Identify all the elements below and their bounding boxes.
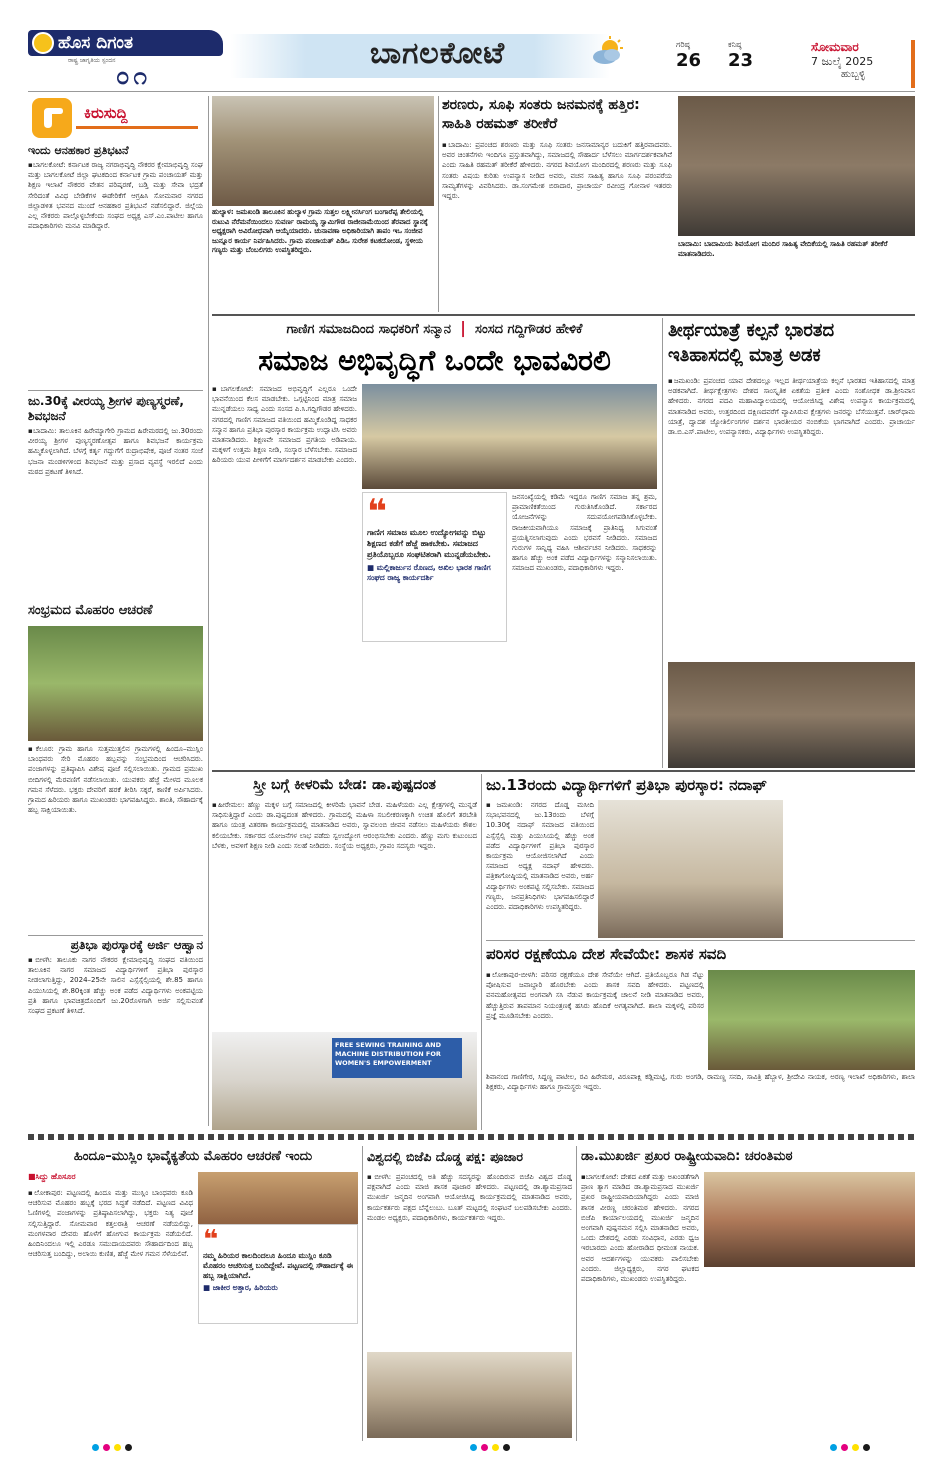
registration-dot (492, 1444, 499, 1451)
moharram-quote: ನಮ್ಮ ಹಿರಿಯರ ಕಾಲದಿಂದಲೂ ಹಿಂದೂ ಮುಸ್ಲಿಂ ಕೂಡಿ ಮೊಹರಂ ಆಚರಿಸುತ್ತ ಬಂದಿದ್ದೇವೆ. ಪಟ್ಟಣದಲ್ಲಿ ಸೌಹಾರ್ದಕ್ಕೆ ಈ ಹಬ್ಬ ಸಾಕ್ಷಿಯಾಗಿದೆ. (203, 1251, 353, 1280)
mukherjee-body: ▪ಬಾಗಲಕೋಟೆ: ದೇಶದ ಏಕತೆ ಮತ್ತು ಅಖಂಡತೆಗಾಗಿ ಪ್ರಾಣ ತ್ಯಾಗ ಮಾಡಿದ ಡಾ.ಶ್ಯಾಮಪ್ರಸಾದ ಮುಖರ್ಜಿ ಪ್ರಖರ ರಾಷ್ಟ್ರೀಯವಾದಿಯಾಗಿದ್ದರು ಎಂದು ಮಾಜಿ ಶಾಸಕ ವೀರಣ್ಣ ಚರಂತಿಮಠ ಹೇಳಿದರು. ನಗರದ ಬಿಜೆಪಿ ಕಾರ್ಯಾಲಯದಲ್ಲಿ ಮುಖರ್ಜಿ ಜನ್ಮದಿನ ಅಂಗವಾಗಿ ಪುಷ್ಪನಮನ ಸಲ್ಲಿಸಿ ಮಾತನಾಡಿದ ಅವರು, ಒಂದು ದೇಶದಲ್ಲಿ ಎರಡು ಸಂವಿಧಾನ, ಎರಡು ಧ್ವಜ ಇರಬಾರದು ಎಂದು ಹೋರಾಡಿದ ಧೀಮಂತ ನಾಯಕ. ಅವರ ಆದರ್ಶಗಳನ್ನು ಯುವಕರು ಪಾಲಿಸಬೇಕು ಎಂದರು. ಜಿಲ್ಲಾಧ್ಯಕ್ಷರು, ನಗರ ಘಟಕದ ಪದಾಧಿಕಾರಿಗಳು, ಮುಖಂಡರು ಉಪಸ್ಥಿತರಿದ್ದರು. (581, 1173, 699, 1284)
talent-body: ▪ಜಮಖಂಡಿ: ನಗರದ ದೊಡ್ಡ ಮಸೀದಿ ಸಭಾಭವನದಲ್ಲಿ ಜು.13ರಂದು ಬೆಳಗ್ಗೆ 10.30ಕ್ಕೆ ನದಾಫ್ ಸಮಾಜದ ವತಿಯಿಂದ ಎಸ್ಸೆಸ್ಸೆಲ್ಸಿ ಮತ್ತು ಪಿಯುಸಿಯಲ್ಲಿ ಹೆಚ್ಚು ಅಂಕ ಪಡೆದ ವಿದ್ಯಾರ್ಥಿಗಳಿಗೆ ಪ್ರತಿಭಾ ಪುರಸ್ಕಾರ ಕಾರ್ಯಕ್ರಮ ಆಯೋಜಿಸಲಾಗಿದೆ ಎಂದು ಸಮಾಜದ ಅಧ್ಯಕ್ಷ ನದಾಫ್ ಹೇಳಿದರು. ಪತ್ರಿಕಾಗೋಷ್ಠಿಯಲ್ಲಿ ಮಾತನಾಡಿದ ಅವರು, ಅರ್ಹ ವಿದ್ಯಾರ್ಥಿಗಳು ಅಂಕಪಟ್ಟಿ ಸಲ್ಲಿಸಬೇಕು. ಸಮಾಜದ ಗಣ್ಯರು, ಜನಪ್ರತಿನಿಧಿಗಳು ಭಾಗವಹಿಸಲಿದ್ದಾರೆ ಎಂದರು. ಪದಾಧಿಕಾರಿಗಳು ಉಪಸ್ಥಿತರಿದ್ದರು. (486, 801, 594, 912)
tree-planting-photo (708, 970, 915, 1070)
registration-dot (92, 1444, 99, 1451)
environment-body: ▪ಲೋಕಾಪುರ-ಬೀಳಗಿ: ಪರಿಸರ ರಕ್ಷಣೆಯೂ ದೇಶ ಸೇವೆಯೇ ಆಗಿದೆ. ಪ್ರತಿಯೊಬ್ಬರೂ ಗಿಡ ನೆಟ್ಟು ಪೋಷಿಸುವ ಜವಾಬ್ದಾರಿ ಹೊರಬೇಕು ಎಂದು ಶಾಸಕ ಸವದಿ ಹೇಳಿದರು. ಪಟ್ಟಣದಲ್ಲಿ ವನಮಹೋತ್ಸವದ ಅಂಗವಾಗಿ ಸಸಿ ನೆಡುವ ಕಾರ್ಯಕ್ರಮಕ್ಕೆ ಚಾಲನೆ ನೀಡಿ ಮಾತನಾಡಿದ ಅವರು, ಹೆಚ್ಚುತ್ತಿರುವ ತಾಪಮಾನ ನಿಯಂತ್ರಣಕ್ಕೆ ಹಸಿರು ಹೊದಿಕೆ ಅಗತ್ಯವಾಗಿದೆ. ಶಾಲಾ ಮಕ್ಕಳಲ್ಲಿ ಪರಿಸರ ಪ್ರಜ್ಞೆ ಮೂಡಿಸಬೇಕು ಎಂದರು. (486, 971, 704, 1020)
edition-title: ಬಾಗಲಕೋಟೆ (370, 36, 506, 71)
brief-story-4 (28, 938, 203, 1123)
seminar-photo (678, 96, 915, 236)
environment-caption: ಶಿವಾನಂದ ಗಾಣಿಗೇರ, ಸಿದ್ದಣ್ಣ ಪಾಟೀಲ, ರವಿ ಹಿರೇಮಠ, ವಿರೂಪಾಕ್ಷಿ ಕಡ್ಲಿಮಟ್ಟಿ, ಗುರು ಅಂಗಡಿ, ರಾಮಣ್ಣ ಸನದಿ, ಸಾವಿತ್ರಿ ಹೆಬ್ಬಾಳ, ಶ್ರೀದೇವಿ ನಾಯಕ, ಅರಣ್ಯ ಇಲಾಖೆ ಅಧಿಕಾರಿಗಳು, ಶಾಲಾ ಶಿಕ್ಷಕರು, ವಿದ್ಯಾರ್ಥಿಗಳು ಹಾಗೂ ಗ್ರಾಮಸ್ಥರು ಇದ್ದರು. (486, 1073, 915, 1092)
photo-banner-text: FREE SEWING TRAINING AND MACHINE DISTRIBUTION FOR WOMEN'S EMPOWERMENT (332, 1038, 462, 1078)
weekday: ಸೋಮವಾರ (811, 40, 859, 54)
registration-dot (103, 1444, 110, 1451)
women-headline-box (212, 774, 477, 798)
brief-4-body: ▪ಬೀಳಗಿ: ತಾಲೂಕು ನಾಗರ ನೌಕರರ ಕ್ಷೇಮಾಭಿವೃದ್ಧಿ ಸಂಘದ ವತಿಯಿಂದ ತಾಲೂಕಿನ ನಾಗರ ಸಮಾಜದ ವಿದ್ಯಾರ್ಥಿಗಳಿಗೆ ಪ್ರತಿಭಾ ಪುರಸ್ಕಾರ ನೀಡಲಾಗುತ್ತಿದ್ದು, 2024–25ನೇ ಸಾಲಿನ ಎಸ್ಸೆಸ್ಸೆಲ್ಸಿಯಲ್ಲಿ ಶೇ.85 ಹಾಗೂ ಪಿಯುಸಿಯಲ್ಲಿ ಶೇ.80ಕ್ಕಿಂತ ಹೆಚ್ಚು ಅಂಕ ಪಡೆದ ವಿದ್ಯಾರ್ಥಿಗಳು ಅಂಕಪಟ್ಟಿಯ ಪ್ರತಿ ಹಾಗೂ ಭಾವಚಿತ್ರದೊಂದಿಗೆ ಜು.20ರೊಳಗಾಗಿ ಅರ್ಜಿ ಸಲ್ಲಿಸುವಂತೆ ಸಂಘದ ಪ್ರಕಟಣೆ ತಿಳಿಸಿದೆ. (28, 956, 203, 1016)
brief-1-headline: ಇಂದು ಆನಹಕಾರ ಪ್ರತಿಭಟನೆ (28, 144, 129, 157)
bjp-story (367, 1172, 572, 1350)
sun-cloud-icon (590, 36, 626, 66)
temp-max: ಗರಿಷ್ಠ 26 (676, 40, 702, 71)
masthead (0, 0, 945, 90)
logo-text: ಹೊಸ ದಿಗಂತ (58, 33, 133, 53)
press-meet-photo (598, 800, 783, 938)
registration-dot (852, 1444, 859, 1451)
lead-kicker: ಗಾಣಿಗ ಸಮಾಜದಿಂದ ಸಾಧಕರಿಗೆ ಸನ್ಮಾನ | ಸಂಸದ ಗದ್ದಿಗೌಡರ ಹೇಳಿಕೆ (286, 318, 583, 337)
registration-dot (470, 1444, 477, 1451)
moharram-quote-author: ■ ಜಾಕೀರ ಅತ್ತಾರ, ಹಿರಿಯರು (203, 1283, 278, 1292)
sewing-event-photo (212, 1032, 477, 1130)
environment-headline-box (486, 942, 915, 968)
lead-kicker-right: ಸಂಸದ ಗದ್ದಿಗೌಡರ ಹೇಳಿಕೆ (475, 322, 583, 337)
talent-headline-box (486, 774, 915, 798)
registration-dots-right (830, 1444, 890, 1454)
lead-kicker-left: ಗಾಣಿಗ ಸಮಾಜದಿಂದ ಸಾಧಕರಿಗೆ ಸನ್ಮಾನ (286, 322, 452, 337)
brief-story-3 (28, 744, 203, 934)
moharram-headline: ಹಿಂದೂ–ಮುಸ್ಲಿಂ ಭಾವೈಕ್ಯತೆಯ ಮೊಹರಂ ಆಚರಣೆ ಇಂದು (73, 1149, 313, 1164)
registration-dot (125, 1444, 132, 1451)
logo-emblem-icon (32, 32, 54, 54)
panchayat-caption: ಹುಲ್ಯಾಳ: ಜಮಖಂಡಿ ತಾಲೂಕಿನ ಹುಲ್ಯಾಳ ಗ್ರಾಮ ಸುತ್ತಲ ಲಕ್ಷ್ಮೀನರ್ಸಿಂಗ ಬಂಗಾರೆಪ್ಪ ತೇಲಿಯಲ್ಲಿ ರುಟುವಿ ನೆರೆಮನೆಯಿಂದಲು ಸುವರ್ಣ ರಾಮಯ್ಯ ಸ್ವಾಮಿಗೌಡ ರಾಜೀನಾಮೆಯಿಂದ ತೆರವಾದ ಸ್ಥಾನಕ್ಕೆ ಅಧ್ಯಕ್ಷರಾಗಿ ಅವಿರೋಧವಾಗಿ ಆಯ್ಕೆಯಾದರು. ಚುನಾವಣಾ ಅಧಿಕಾರಿಯಾಗಿ ತಾಪಂ ಇಒ ಸಂಜೀವ ಜುನ್ನೂರ ಕಾರ್ಯ ನಿರ್ವಹಿಸಿದರು. ಗ್ರಾಮ ಪಂಚಾಯತ್ ಪಿಡಿಒ ಸುರೇಶ ಕಟಕದೋಂಡ, ಸ್ಥಳೀಯ ಗಣ್ಯರು ಮತ್ತು ಬೆಂಬಲಿಗರು ಉಪಸ್ಥಿತರಿದ್ದರು. (212, 208, 428, 255)
brief-story-3-header (28, 602, 203, 624)
masthead-divider (28, 91, 915, 92)
registration-dot (863, 1444, 870, 1451)
lead-quote: ಗಾಣಿಗ ಸಮಾಜ ಮೂಲ ಉದ್ಯೋಗವನ್ನು ಬಿಟ್ಟು ಶಿಕ್ಷಣದ ಕಡೆಗೆ ಹೆಜ್ಜೆ ಹಾಕಬೇಕು. ಸಮಾಜದ ಪ್ರತಿಯೊಬ್ಬರೂ ಸಂಘಟಿತರಾಗಿ ಮುನ್ನಡೆಯಬೇಕು. (367, 528, 491, 559)
moharram-headline-box (28, 1146, 358, 1170)
newspaper-logo (28, 30, 223, 88)
section-separator (28, 1134, 915, 1140)
brief-3-body: ▪ಕೆಲೂರ: ಗ್ರಾಮ ಹಾಗೂ ಸುತ್ತಮುತ್ತಲಿನ ಗ್ರಾಮಗಳಲ್ಲಿ ಹಿಂದೂ–ಮುಸ್ಲಿಂ ಬಾಂಧವರು ಸೇರಿ ಮೊಹರಂ ಹಬ್ಬವನ್ನು ಸಂಭ್ರಮದಿಂದ ಆಚರಿಸಿದರು. ಪಂಜಾಗಳನ್ನು ಪ್ರತಿಷ್ಠಾಪಿಸಿ ವಿಶೇಷ ಪೂಜೆ ಸಲ್ಲಿಸಲಾಯಿತು. ಗ್ರಾಮದ ಪ್ರಮುಖ ಬೀದಿಗಳಲ್ಲಿ ಮೆರವಣಿಗೆ ನಡೆಸಲಾಯಿತು. ಯುವಕರು ಹೆಜ್ಜೆ ಮೇಳದ ಮೂಲಕ ಗಮನ ಸೆಳೆದರು. ಭಕ್ತರು ದೇವರಿಗೆ ಹರಕೆ ತೀರಿಸಿ ಸಕ್ಕರೆ, ಕಾಣಿಕೆ ಅರ್ಪಿಸಿದರು. ಗ್ರಾಮದ ಹಿರಿಯರು ಹಾಗೂ ಮುಖಂಡರು ಭಾಗವಹಿಸಿದ್ದರು. ಶಾಂತಿ, ಸೌಹಾರ್ದಕ್ಕೆ ಹಬ್ಬ ಸಾಕ್ಷಿಯಾಯಿತು. (28, 745, 203, 815)
brief-2-headline: ಜು.30ಕ್ಕೆ ವೀರಯ್ಯ ಶ್ರೀಗಳ ಪುಣ್ಯಸ್ಮರಣೆ, ಶಿವಭಜನೆ (28, 394, 184, 423)
lead-quote-author: ■ ಮಲ್ಲಿಕಾರ್ಜುನ ರೊಣದ, ಅಖಿಲ ಭಾರತ ಗಾಣಿಗ ಸಂಘದ ರಾಜ್ಯ ಕಾರ್ಯದರ್ಶಿ (367, 563, 491, 582)
environment-headline: ಪರಿಸರ ರಕ್ಷಣೆಯೂ ದೇಶ ಸೇವೆಯೇ: ಶಾಸಕ ಸವದಿ (486, 945, 727, 963)
briefs-title: ಕಿರುಸುದ್ದಿ (84, 104, 128, 122)
quote-mark-icon: ❝ (367, 492, 387, 532)
lead-body-left: ▪ಬಾಗಲಕೋಟೆ: ಸಮಾಜದ ಅಭಿವೃದ್ಧಿಗೆ ಎಲ್ಲರೂ ಒಂದೇ ಭಾವನೆಯಿಂದ ಕೆಲಸ ಮಾಡಬೇಕು. ಒಗ್ಗಟ್ಟಿನಿಂದ ಮಾತ್ರ ಸಮಾಜ ಮುನ್ನಡೆಯಲು ಸಾಧ್ಯ ಎಂದು ಸಂಸದ ಪಿ.ಸಿ.ಗದ್ದಿಗೌಡರ ಹೇಳಿದರು. ನಗರದಲ್ಲಿ ಗಾಣಿಗ ಸಮಾಜದ ವತಿಯಿಂದ ಹಮ್ಮಿಕೊಂಡಿದ್ದ ಸಾಧಕರ ಸನ್ಮಾನ ಹಾಗೂ ಪ್ರತಿಭಾ ಪುರಸ್ಕಾರ ಕಾರ್ಯಕ್ರಮ ಉದ್ಘಾಟಿಸಿ ಅವರು ಮಾತನಾಡಿದರು. ಶಿಕ್ಷಣವೇ ಸಮಾಜದ ಪ್ರಗತಿಯ ಅಡಿಪಾಯ. ಮಕ್ಕಳಿಗೆ ಉತ್ತಮ ಶಿಕ್ಷಣ ನೀಡಿ, ಸಂಸ್ಕಾರ ಬೆಳೆಸಬೇಕು. ಸಮಾಜದ ಹಿರಿಯರು ಯುವ ಪೀಳಿಗೆಗೆ ಮಾರ್ಗದರ್ಶನ ಮಾಡಬೇಕು ಎಂದರು. (212, 385, 357, 465)
print-city: ಹುಬ್ಬಳ್ಳಿ (841, 69, 866, 80)
registration-dot (503, 1444, 510, 1451)
brief-story-2 (28, 394, 203, 599)
logo-tagline: ರಾಷ್ಟ್ರ ಜಾಗೃತಿಯ ಸ್ಪಂದನ (68, 57, 116, 64)
moharram-byline: ■ಸಿದ್ದು ಹೊಸೂರ (28, 1172, 76, 1181)
brief-story-1 (28, 144, 203, 389)
registration-dot (114, 1444, 121, 1451)
bjp-headline-box (367, 1146, 572, 1170)
briefs-section-header (28, 96, 203, 142)
temp-min: ಕನಿಷ್ಠ 23 (728, 40, 754, 71)
hand-pointer-icon (32, 98, 72, 138)
registration-dot (841, 1444, 848, 1451)
talent-story (486, 800, 594, 938)
pilgrimage-story (668, 376, 915, 659)
women-story (212, 800, 477, 1030)
environment-story (486, 970, 704, 1070)
moharram-story (28, 1188, 193, 1438)
date-block (805, 40, 915, 88)
pilgrimage-headline: ತೀರ್ಥಯಾತ್ರೆ ಕಲ್ಪನೆ ಭಾರತದ ಇತಿಹಾಸದಲ್ಲಿ ಮಾತ್ರ ಅಡಕ (668, 320, 835, 366)
seminar-caption: ಬಾದಾಮಿ: ಬಾದಾಮಿಯ ಶಿವಯೋಗ ಮಂದಿರ ಸಾಹಿತ್ಯ ವೇದಿಕೆಯಲ್ಲಿ ಸಾಹಿತಿ ರಹಮತ್ ತರೀಕೆರೆ ಮಾತನಾಡಿದರು. (678, 240, 888, 258)
mukherjee-story-cont (704, 1270, 915, 1438)
mukherjee-headline: ಡಾ.ಮುಖರ್ಜಿ ಪ್ರಖರ ರಾಷ್ಟ್ರೀಯವಾದಿ: ಚರಂತಿಮಠ (581, 1149, 793, 1164)
women-headline: ಸ್ತ್ರೀ ಬಗ್ಗೆ ಕೀಳರಿಮೆ ಬೇಡ: ಡಾ.ಪುಷ್ಪದಂತ (253, 777, 436, 793)
saints-story (442, 140, 672, 312)
brief-4-headline: ಪ್ರತಿಭಾ ಪುರಸ್ಕಾರಕ್ಕೆ ಅರ್ಜಿ ಆಹ್ವಾನ (70, 938, 203, 952)
lead-headline: ಸಮಾಜ ಅಭಿವೃದ್ಧಿಗೆ ಒಂದೇ ಭಾವವಿರಲಿ (258, 344, 611, 377)
quote-mark-icon: ❝ (203, 1225, 219, 1255)
brief-2-body: ▪ಬಾದಾಮಿ: ತಾಲೂಕಿನ ಹಿರೇಮ್ಯಾಗೇರಿ ಗ್ರಾಮದ ಹಿರೇಮಠದಲ್ಲಿ ಜು.30ರಂದು ವೀರಯ್ಯ ಶ್ರೀಗಳ ಪುಣ್ಯಸ್ಮರಣೋತ್ಸವ ಹಾಗೂ ಶಿವಭಜನೆ ಕಾರ್ಯಕ್ರಮ ಹಮ್ಮಿಕೊಳ್ಳಲಾಗಿದೆ. ಬೆಳಗ್ಗೆ ಕರ್ತೃ ಗದ್ದುಗೆಗೆ ರುದ್ರಾಭಿಷೇಕ, ಪೂಜೆ ನಂತರ ಸಂಜೆ ಭಜನಾ ಮಂಡಳಿಗಳಿಂದ ಶಿವಭಜನೆ ಮತ್ತು ಪ್ರಸಾದ ವ್ಯವಸ್ಥೆ ಇರಲಿದೆ ಎಂದು ಮಠದ ಪ್ರಕಟಣೆ ತಿಳಿಸಿದೆ. (28, 427, 203, 476)
moharram-quote-box (198, 1224, 358, 1324)
bjp-meeting-photo (367, 1352, 572, 1438)
lecture-photo (668, 662, 915, 768)
lead-headline-box (212, 342, 657, 382)
mukherjee-headline-box (581, 1146, 915, 1170)
moharram-photo (28, 626, 203, 741)
saints-headline: ಶರಣರು, ಸೂಫಿ ಸಂತರು ಜನಮನಕ್ಕೆ ಹತ್ತಿರ: ಸಾಹಿತಿ ರಹಮತ್ ತರೀಕೆರೆ (442, 97, 640, 132)
women-body: ▪ಹೀರೇಮಲ: ಹೆಣ್ಣು ಮಕ್ಕಳ ಬಗ್ಗೆ ಸಮಾಜದಲ್ಲಿ ಕೀಳರಿಮೆ ಭಾವನೆ ಬೇಡ. ಮಹಿಳೆಯರು ಎಲ್ಲ ಕ್ಷೇತ್ರಗಳಲ್ಲಿ ಮುನ್ನಡೆ ಸಾಧಿಸುತ್ತಿದ್ದಾರೆ ಎಂದು ಡಾ.ಪುಷ್ಪದಂತ ಹೇಳಿದರು. ಗ್ರಾಮದಲ್ಲಿ ಮಹಿಳಾ ಸಬಲೀಕರಣಕ್ಕಾಗಿ ಉಚಿತ ಹೊಲಿಗೆ ತರಬೇತಿ ಹಾಗೂ ಯಂತ್ರ ವಿತರಣಾ ಕಾರ್ಯಕ್ರಮದಲ್ಲಿ ಮಾತನಾಡಿದ ಅವರು, ಸ್ವಾವಲಂಬಿ ಜೀವನ ನಡೆಸಲು ಮಹಿಳೆಯರು ಕೌಶಲ ಕಲಿಯಬೇಕು. ಸರ್ಕಾರದ ಯೋಜನೆಗಳ ಲಾಭ ಪಡೆದು ಸ್ವಉದ್ಯೋಗ ಆರಂಭಿಸಬೇಕು ಎಂದರು. ಹೆಣ್ಣು ಮಗು ಕುಟುಂಬದ ಬೆಳಕು, ಅವಳಿಗೆ ಶಿಕ್ಷಣ ನೀಡಿ ಎಂದು ಸಲಹೆ ನೀಡಿದರು. ಸಂಸ್ಥೆಯ ಅಧ್ಯಕ್ಷರು, ಗ್ರಾಪಂ ಸದಸ್ಯರು ಇದ್ದರು. (212, 801, 477, 850)
registration-dot (830, 1444, 837, 1451)
bjp-headline: ವಿಶ್ವದಲ್ಲಿ ಬಿಜೆಪಿ ದೊಡ್ಡ ಪಕ್ಷ: ಪೂಜಾರ (367, 1149, 523, 1164)
tribute-photo (704, 1172, 915, 1267)
brief-3-headline: ಸಂಭ್ರಮದ ಮೊಹರಂ ಆಚರಣೆ (28, 603, 153, 618)
felicitation-photo (362, 384, 657, 489)
issue-date: 7 ಜುಲೈ 2025 (811, 55, 874, 68)
registration-dots-center (470, 1444, 530, 1454)
brief-1-body: ▪ಬಾಗಲಕೋಟೆ: ಕರ್ನಾಟಕ ರಾಜ್ಯ ನಗರಾಭಿವೃದ್ಧಿ ನೌಕರರ ಕ್ಷೇಮಾಭಿವೃದ್ಧಿ ಸಂಘ ಮತ್ತು ಬಾಗಲಕೋಟೆ ಜಿಲ್ಲಾ ಘಟಕದಿಂದ ಕರ್ನಾಟಕ ಗ್ರಾಮ ಪಂಚಾಯತ್ ಮತ್ತು ಶಿಕ್ಷಣ ಇಲಾಖೆ ನೌಕರರ ವೇತನ ಪರಿಷ್ಕರಣೆ, ಬಡ್ತಿ ಮತ್ತು ಸೇವಾ ಭದ್ರತೆ ಸೇರಿದಂತೆ ವಿವಿಧ ಬೇಡಿಕೆಗಳ ಈಡೇರಿಕೆಗೆ ಆಗ್ರಹಿಸಿ ಸೋಮವಾರ ನಗರದ ಜಿಲ್ಲಾಡಳಿತ ಭವನದ ಮುಂದೆ ಆನಹಕಾರ ಪ್ರತಿಭಟನೆ ನಡೆಸಲಿದ್ದಾರೆ. ಜಿಲ್ಲೆಯ ಎಲ್ಲ ನೌಕರರು ಪಾಲ್ಗೊಳ್ಳಬೇಕೆಂದು ಸಂಘದ ಅಧ್ಯಕ್ಷ ಎಸ್.ಎಂ.ಪಾಟೀಲ ಹಾಗೂ ಪದಾಧಿಕಾರಿಗಳು ಮನವಿ ಮಾಡಿದ್ದಾರೆ. (28, 161, 203, 231)
saints-body: ▪ಬಾದಾಮಿ: ಪ್ರಪಂಚದ ಶರಣರು ಮತ್ತು ಸೂಫಿ ಸಂತರು ಜನಸಾಮಾನ್ಯರ ಬದುಕಿಗೆ ಹತ್ತಿರವಾದವರು. ಅವರ ಚಿಂತನೆಗಳು ಇಂದಿಗೂ ಪ್ರಸ್ತುತವಾಗಿದ್ದು, ಸಮಾಜದಲ್ಲಿ ಸೌಹಾರ್ದ ಬೆಳೆಸಲು ಮಾರ್ಗದರ್ಶಕವಾಗಿವೆ ಎಂದು ಸಾಹಿತಿ ರಹಮತ್ ತರೀಕೆರೆ ಹೇಳಿದರು. ನಗರದ ಶಿವಯೋಗ ಮಂದಿರದಲ್ಲಿ ಶರಣರು ಮತ್ತು ಸೂಫಿ ಸಂತರು ವಿಷಯ ಕುರಿತು ಉಪನ್ಯಾಸ ನೀಡಿದ ಅವರು, ವಚನ ಸಾಹಿತ್ಯ ಹಾಗೂ ಸೂಫಿ ಪರಂಪರೆಯ ಸಾಮ್ಯತೆಗಳನ್ನು ವಿವರಿಸಿದರು. ಡಾ.ಸಂಗಮೇಶ ಬಿರಾದಾರ, ಪ್ರಾಚಾರ್ಯ ರವೀಂದ್ರ ಗೋನಾಳ ಇತರರು ಇದ್ದರು. (442, 141, 672, 201)
pilgrimage-headline-box (668, 318, 915, 372)
registration-dot (481, 1444, 488, 1451)
lead-body-mid: ಜನಸಂಖ್ಯೆಯಲ್ಲಿ ಕಡಿಮೆ ಇದ್ದರೂ ಗಾಣಿಗ ಸಮಾಜ ತನ್ನ ಶ್ರಮ, ಪ್ರಾಮಾಣಿಕತೆಯಿಂದ ಗುರುತಿಸಿಕೊಂಡಿದೆ. ಸರ್ಕಾರದ ಯೋಜನೆಗಳನ್ನು ಸದುಪಯೋಗಪಡಿಸಿಕೊಳ್ಳಬೇಕು. ರಾಜಕೀಯವಾಗಿಯೂ ಸಮಾಜಕ್ಕೆ ಪ್ರಾತಿನಿಧ್ಯ ಸಿಗುವಂತೆ ಪ್ರಯತ್ನಿಸಲಾಗುವುದು ಎಂದು ಭರವಸೆ ನೀಡಿದರು. ಸಮಾಜದ ಗುರುಗಳ ಸಾನ್ನಿಧ್ಯ ವಹಿಸಿ ಆಶೀರ್ವಚನ ನೀಡಿದರು. ಸಾಧಕರನ್ನು ಹಾಗೂ ಹೆಚ್ಚು ಅಂಕ ಪಡೆದ ವಿದ್ಯಾರ್ಥಿಗಳನ್ನು ಸನ್ಮಾನಿಸಲಾಯಿತು. ಸಮಾಜದ ಮುಖಂಡರು, ಪದಾಧಿಕಾರಿಗಳು ಇದ್ದರು. (512, 493, 657, 573)
page-number: ೦೧ (116, 62, 151, 88)
panchayat-photo (212, 96, 434, 206)
mukherjee-story (581, 1172, 699, 1438)
talent-headline: ಜು.13ರಂದು ವಿದ್ಯಾರ್ಥಿಗಳಿಗೆ ಪ್ರತಿಭಾ ಪುರಸ್ಕಾರ: ನದಾಫ್ (486, 776, 767, 794)
bjp-body: ▪ಬೀಳಗಿ: ಪ್ರಪಂಚದಲ್ಲಿ ಅತಿ ಹೆಚ್ಚು ಸದಸ್ಯರನ್ನು ಹೊಂದಿರುವ ಬಿಜೆಪಿ ವಿಶ್ವದ ದೊಡ್ಡ ಪಕ್ಷವಾಗಿದೆ ಎಂದು ಮಾಜಿ ಶಾಸಕ ಪೂಜಾರ ಹೇಳಿದರು. ಪಟ್ಟಣದಲ್ಲಿ ಡಾ.ಶ್ಯಾಮಪ್ರಸಾದ ಮುಖರ್ಜಿ ಜನ್ಮದಿನ ಅಂಗವಾಗಿ ಆಯೋಜಿಸಿದ್ದ ಕಾರ್ಯಕ್ರಮದಲ್ಲಿ ಮಾತನಾಡಿದ ಅವರು, ಕಾರ್ಯಕರ್ತರು ಪಕ್ಷದ ಬೆನ್ನೆಲುಬು. ಬೂತ್ ಮಟ್ಟದಲ್ಲಿ ಸಂಘಟನೆ ಬಲಪಡಿಸಬೇಕು ಎಂದರು. ಮಂಡಲ ಅಧ್ಯಕ್ಷರು, ಪದಾಧಿಕಾರಿಗಳು, ಕಾರ್ಯಕರ್ತರು ಇದ್ದರು. (367, 1173, 572, 1222)
registration-dots-left (92, 1444, 152, 1454)
moharram-body: ▪ಲೋಕಾಪುರ: ಪಟ್ಟಣದಲ್ಲಿ ಹಿಂದೂ ಮತ್ತು ಮುಸ್ಲಿಂ ಬಾಂಧವರು ಕೂಡಿ ಆಚರಿಸುವ ಮೊಹರಂ ಹಬ್ಬಕ್ಕೆ ಭರದ ಸಿದ್ಧತೆ ನಡೆದಿದೆ. ಪಟ್ಟಣದ ವಿವಿಧ ಓಣಿಗಳಲ್ಲಿ ಪಂಜಾಗಳನ್ನು ಪ್ರತಿಷ್ಠಾಪಿಸಲಾಗಿದ್ದು, ಭಕ್ತರು ನಿತ್ಯ ಪೂಜೆ ಸಲ್ಲಿಸುತ್ತಿದ್ದಾರೆ. ಸೋಮವಾರ ಕತ್ತಲರಾತ್ರಿ ಆಚರಣೆ ನಡೆಯಲಿದ್ದು, ಮಂಗಳವಾರ ದೇವರು ಹೊಳೆಗೆ ಹೋಗುವ ಕಾರ್ಯಕ್ರಮ ನಡೆಯಲಿದೆ. ಹಿಂದಿನಿಂದಲೂ ಇಲ್ಲಿ ಎರಡೂ ಸಮುದಾಯದವರು ಸೌಹಾರ್ದದಿಂದ ಹಬ್ಬ ಆಚರಿಸುತ್ತ ಬಂದಿದ್ದು, ಅಲಾಯಿ ಕುಣಿತ, ಹೆಜ್ಜೆ ಮೇಳ ಗಮನ ಸೆಳೆಯಲಿವೆ. (28, 1189, 193, 1259)
saints-story-headline-box (442, 96, 672, 138)
lead-quote-box (362, 492, 507, 642)
pilgrimage-body: ▪ಜಮಖಂಡಿ: ಪ್ರಪಂಚದ ಯಾವ ದೇಶದಲ್ಲೂ ಇಲ್ಲದ ತೀರ್ಥಯಾತ್ರೆಯ ಕಲ್ಪನೆ ಭಾರತದ ಇತಿಹಾಸದಲ್ಲಿ ಮಾತ್ರ ಅಡಕವಾಗಿದೆ. ತೀರ್ಥಕ್ಷೇತ್ರಗಳು ದೇಶದ ಸಾಂಸ್ಕೃತಿಕ ಏಕತೆಯ ಪ್ರತೀಕ ಎಂದು ಸಂಶೋಧಕ ಡಾ.ಶ್ರೀನಿವಾಸ ಹೇಳಿದರು. ನಗರದ ಪದವಿ ಮಹಾವಿದ್ಯಾಲಯದಲ್ಲಿ ಆಯೋಜಿಸಿದ್ದ ವಿಶೇಷ ಉಪನ್ಯಾಸ ಕಾರ್ಯಕ್ರಮದಲ್ಲಿ ಮಾತನಾಡಿದ ಅವರು, ಉತ್ತರದಿಂದ ದಕ್ಷಿಣದವರೆಗೆ ವ್ಯಾಪಿಸಿರುವ ಕ್ಷೇತ್ರಗಳು ಜನರನ್ನು ಬೆಸೆಯುತ್ತವೆ. ಚಾರ್‌ಧಾಮ ಯಾತ್ರೆ, ದ್ವಾದಶ ಜ್ಯೋತಿರ್ಲಿಂಗಗಳ ದರ್ಶನ ಭಾರತೀಯರ ನಂಬಿಕೆಯ ಭಾಗವಾಗಿದೆ ಎಂದರು. ಪ್ರಾಚಾರ್ಯ ಡಾ.ಬಿ.ಎಸ್.ಪಾಟೀಲ, ಉಪನ್ಯಾಸಕರು, ವಿದ್ಯಾರ್ಥಿಗಳು ಉಪಸ್ಥಿತರಿದ್ದರು. (668, 377, 915, 437)
